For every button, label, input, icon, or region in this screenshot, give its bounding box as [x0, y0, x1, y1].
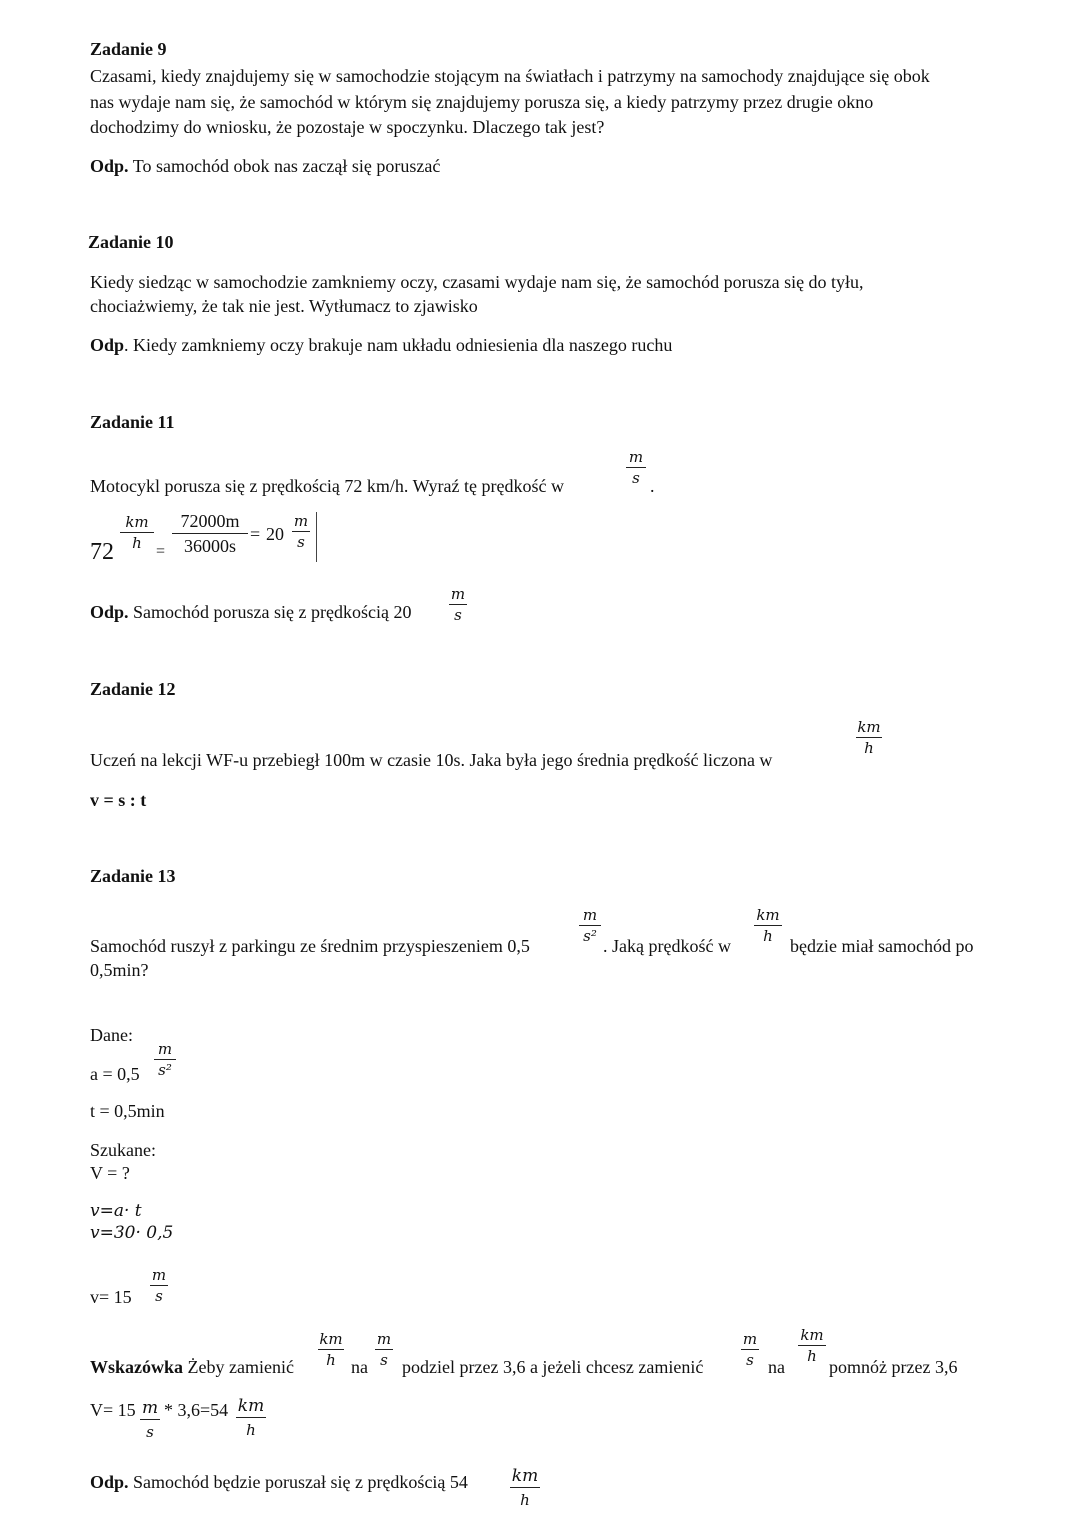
- hint-text-3: pomnóż przez 3,6: [829, 1357, 958, 1377]
- unit-m-per-s: m s: [450, 585, 466, 625]
- velocity-result: v= 15: [90, 1287, 132, 1307]
- answer-text: Samochód porusza się z prędkością 20: [133, 602, 412, 622]
- unit-km-per-h: km h: [798, 1326, 826, 1365]
- task-9-answer: [90, 154, 440, 178]
- hint-na-1: na: [351, 1357, 368, 1377]
- unit-m-per-s: m s: [742, 1330, 758, 1370]
- task-10-text-line-2: chociażwiemy, że tak nie jest. Wytłumacz to zjawisko: [90, 296, 478, 316]
- conversion-calc: * 3,6=54: [164, 1400, 229, 1420]
- calc-equals: =: [156, 543, 166, 560]
- task-13-question-part-3: będzie miał samochód po: [790, 936, 974, 956]
- task-9-text-line-1: Czasami, kiedy znajdujemy się w samochodzie stojącym na światłach i patrzymy na samochody znajdujące się obok: [90, 66, 930, 86]
- unit-km-per-h: km h: [120, 513, 154, 552]
- unknown-velocity: V = ?: [90, 1163, 130, 1183]
- unit-km-per-h: km h: [237, 1396, 265, 1440]
- unit-m-per-s: m s: [141, 1398, 159, 1442]
- fraction-numerator: 72000m: [180, 511, 240, 531]
- calc-value: 72: [90, 539, 114, 565]
- task-11-title: Zadanie 11: [90, 412, 175, 432]
- hint-text-2: podziel przez 3,6 a jeżeli chcesz zamienić: [402, 1357, 704, 1377]
- task-13-title: Zadanie 13: [90, 866, 176, 886]
- hint-line: [90, 1355, 294, 1379]
- task-11-question-end: .: [650, 476, 655, 496]
- task-12-question: Uczeń na lekcji WF-u przebiegł 100m w czasie 10s. Jaka była jego średnia prędkość liczona w: [90, 750, 773, 770]
- answer-text: Samochód będzie poruszał się z prędkością 54: [133, 1472, 468, 1492]
- unit-m-per-s: m s: [376, 1330, 392, 1370]
- unknown-label: Szukane:: [90, 1140, 156, 1160]
- calc-fraction: [172, 510, 248, 557]
- unit-km-per-h: km h: [319, 1330, 343, 1370]
- task-13-question-part-1: Samochód ruszył z parkingu ze średnim przyspieszeniem 0,5: [90, 936, 530, 956]
- answer-label: Odp.: [90, 156, 129, 176]
- unit-km-per-h: km h: [511, 1466, 539, 1510]
- answer-text: To samochód obok nas zaczął się poruszać: [132, 156, 441, 176]
- given-acceleration: a = 0,5: [90, 1064, 140, 1084]
- task-13-answer: [90, 1470, 468, 1494]
- unit-m-per-s: m s: [293, 512, 309, 552]
- task-12-title: Zadanie 12: [90, 679, 176, 699]
- task-13-question-part-2: . Jaką prędkość w: [603, 936, 731, 956]
- task-10-text-line-1: Kiedy siedząc w samochodzie zamkniemy oczy, czasami wydaje nam się, że samochód porusza się do tyłu,: [90, 272, 864, 292]
- calc-result: 20: [266, 524, 284, 544]
- task-10-title: Zadanie 10: [88, 232, 174, 252]
- task-10-answer: [90, 333, 672, 357]
- answer-label: Odp.: [90, 602, 129, 622]
- hint-text-1: Żeby zamienić: [187, 1357, 294, 1377]
- answer-label: Odp: [90, 335, 125, 355]
- hint-label: Wskazówka: [90, 1357, 184, 1377]
- conversion-start: V= 15: [90, 1400, 136, 1420]
- hint-na-2: na: [768, 1357, 785, 1377]
- formula-v-a-t: v=a· t: [90, 1201, 142, 1221]
- task-12-formula: v = s : t: [90, 790, 147, 810]
- task-13-question-line-2: 0,5min?: [90, 960, 149, 980]
- unit-km-per-h: km h: [857, 718, 881, 758]
- unit-m-per-s: m s: [151, 1266, 167, 1306]
- given-label: Dane:: [90, 1025, 133, 1045]
- answer-label: Odp.: [90, 1472, 129, 1492]
- task-11-answer: [90, 600, 411, 624]
- task-9-text-line-3: dochodzimy do wniosku, że pozostaje w spoczynku. Dlaczego tak jest?: [90, 117, 605, 137]
- task-9-text-line-2: nas wydaje nam się, że samochód w którym się znajdujemy porusza się, a kiedy patrzymy przez drugie okno: [90, 92, 874, 112]
- unit-km-per-h: km h: [754, 906, 782, 945]
- divider-line: [316, 512, 317, 562]
- unit-m-per-s: m s: [626, 448, 646, 487]
- task-9-title: Zadanie 9: [90, 39, 167, 59]
- unit-m-per-s2: m s²: [154, 1040, 176, 1079]
- fraction-denominator: 36000s: [183, 536, 236, 557]
- unit-m-per-s2: m s²: [579, 906, 601, 945]
- task-11-question: Motocykl porusza się z prędkością 72 km/h. Wyraź tę prędkość w: [90, 476, 564, 496]
- calc-equals-2: =: [250, 524, 261, 544]
- given-time: t = 0,5min: [90, 1101, 165, 1121]
- formula-substitution: v=30· 0,5: [90, 1223, 174, 1243]
- answer-text: . Kiedy zamkniemy oczy brakuje nam układu odniesienia dla naszego ruchu: [124, 335, 673, 355]
